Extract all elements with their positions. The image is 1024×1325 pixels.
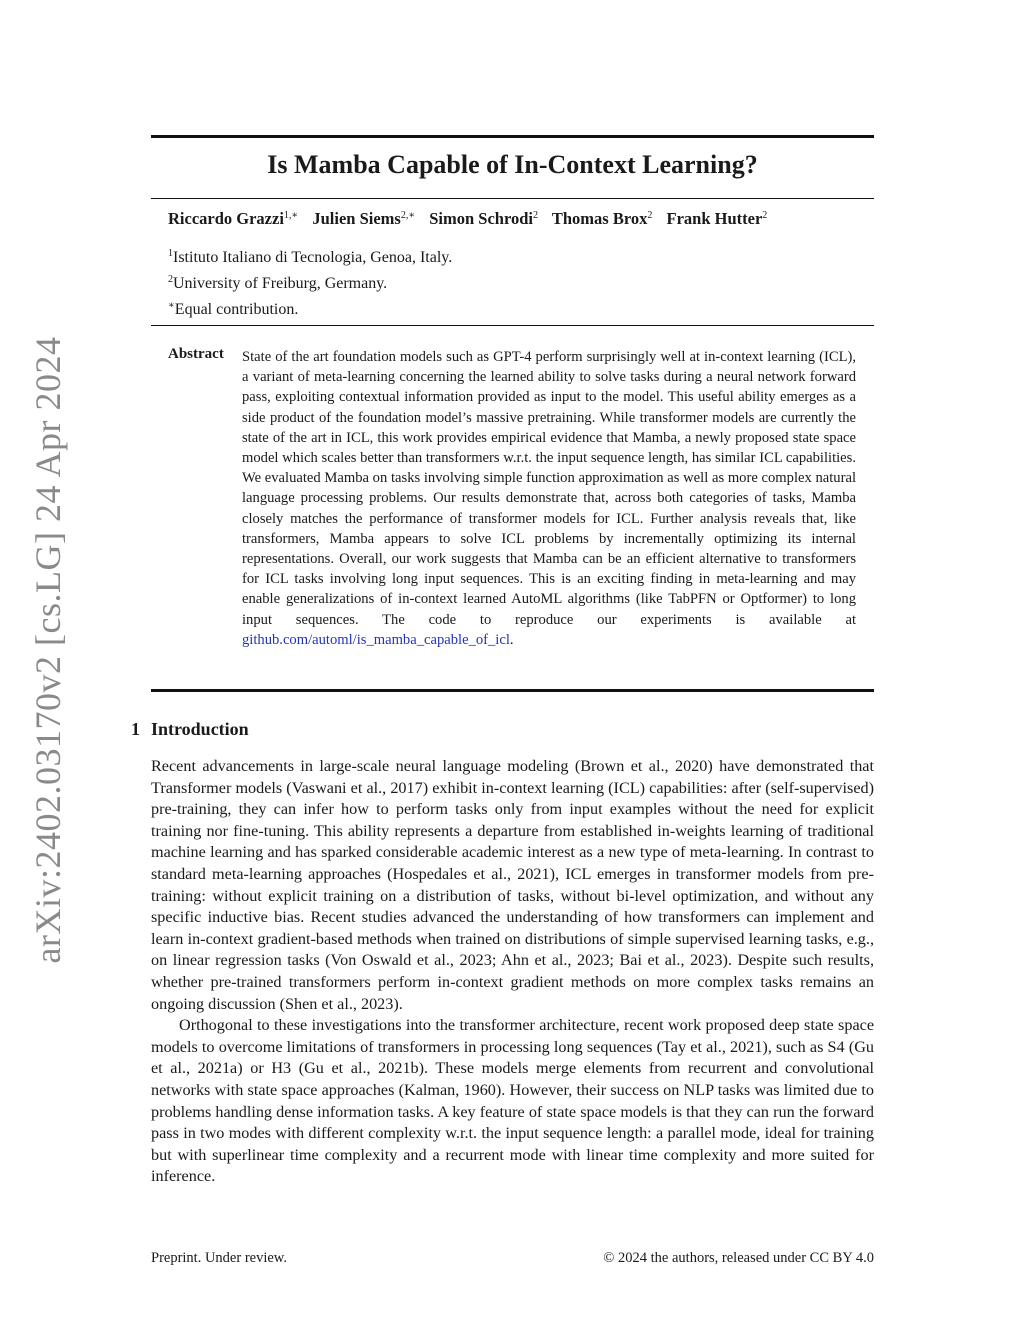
author: Simon Schrodi$^2$ — [429, 209, 539, 228]
affiliation: $^1$Istituto Italiano di Tecnologia, Genoa, Italy. — [168, 248, 453, 266]
author: Julien Siems$^{2,∗}$ — [312, 209, 416, 228]
introduction-body — [151, 756, 874, 1188]
author: Riccardo Grazzi$^{1,∗}$ — [168, 209, 299, 228]
affiliation: $^2$University of Freiburg, Germany. — [168, 274, 388, 292]
footer-license: © 2024 the authors, released under CC BY 4.0 — [603, 1250, 874, 1266]
abstract-text: State of the art foundation models such as GPT-4 perform surprisingly well at in-context learning (ICL), a variant of meta-learning concerning the learned ability to solve tasks during a neural network forward pass, exploiting contextual information provided as input to the model. This useful ability emerges as a side product of the foundation model’s massive pretraining. While transformer models are currently the state of the art in ICL, this work provides empirical evidence that Mamba, a newly proposed state space model which scales better than transformers w.r.t. the input sequence length, has similar ICL capabilities. We evaluated Mamba on tasks involving simple function approximation as well as more complex natural language processing problems. Our results demonstrate that, across both categories of tasks, Mamba closely matches the performance of transformer models for ICL. Further analysis reveals that, like transformers, Mamba appears to solve ICL problems by incrementally optimizing its internal representations. Overall, our work suggests that Mamba can be an efficient alternative to transformers for ICL tasks involving long input sequences. This is an exciting finding in meta-learning and may enable generalizations of in-context learned AutoML algorithms (like TabPFN or Optformer) to long input sequences. The code to reproduce our experiments is available at github.com/automl/is_mamba_capable_of_icl. — [242, 349, 856, 648]
arxiv-identifier-stamp: arXiv:2402.03170v2 [cs.LG] 24 Apr 2024 — [28, 336, 68, 964]
paragraph: Recent advancements in large-scale neural language modeling (Brown et al., 2020) have demonstrated that Transformer models (Vaswani et al., 2017) exhibit in-context learning (ICL) capabilities: after (self-supervised) pre-training, they can infer how to perform tasks only from input examples without the need for explicit training nor fine-tuning. This ability represents a departure from established in-weights learning of traditional machine learning and has sparked considerable academic interest as a new type of meta-learning. In contrast to standard meta-learning approaches (Hospedales et al., 2021), ICL emerges in transformer models from pre-training: without explicit training on a distribution of tasks, without bi-level optimization, and without any specific inductive bias. Recent studies advanced the understanding of how transformers can implement and learn in-context gradient-based methods when trained on distributions of simple supervised learning tasks, e.g., on linear regression tasks (Von Oswald et al., 2023; Ahn et al., 2023; Bai et al., 2023). Despite such results, whether pre-trained transformers perform in-context gradient methods on more complex tasks remains an ongoing discussion (Shen et al., 2023). — [151, 757, 874, 1013]
affiliation-rule — [151, 325, 874, 326]
footer-preprint-note: Preprint. Under review. — [151, 1250, 287, 1266]
paper-title: Is Mamba Capable of In-Context Learning? — [267, 150, 758, 179]
code-repository-link[interactable]: github.com/automl/is_mamba_capable_of_icl — [242, 631, 510, 648]
section-title: Introduction — [151, 719, 249, 739]
abstract-rule — [151, 689, 874, 692]
affiliation: ∗Equal contribution. — [168, 300, 299, 318]
paragraph: Orthogonal to these investigations into the transformer architecture, recent work proposed deep state space models to overcome limitations of transformers in processing long sequences (Tay et al., 2021), such as S4 (Gu et al., 2021a) or H3 (Gu et al., 2021b). These models merge elements from recurrent and convolutional networks with state space approaches (Kalman, 1960). However, their success on NLP tasks was limited due to problems handling dense information tasks. A key feature of state space models is that they can run the forward pass in two modes with different complexity w.r.t. the input sequence length: a parallel mode, ideal for training but with superlinear time complexity and a recurrent mode with linear time complexity and more suited for inference. — [151, 1016, 874, 1186]
title-rule — [151, 198, 874, 199]
affiliation-list — [168, 243, 452, 321]
section-number: 1 — [131, 719, 140, 739]
author-list — [168, 209, 777, 229]
abstract-label: Abstract — [168, 346, 224, 362]
top-rule — [151, 135, 874, 138]
author: Frank Hutter$^2$ — [666, 209, 768, 228]
author: Thomas Brox$^2$ — [551, 209, 653, 228]
